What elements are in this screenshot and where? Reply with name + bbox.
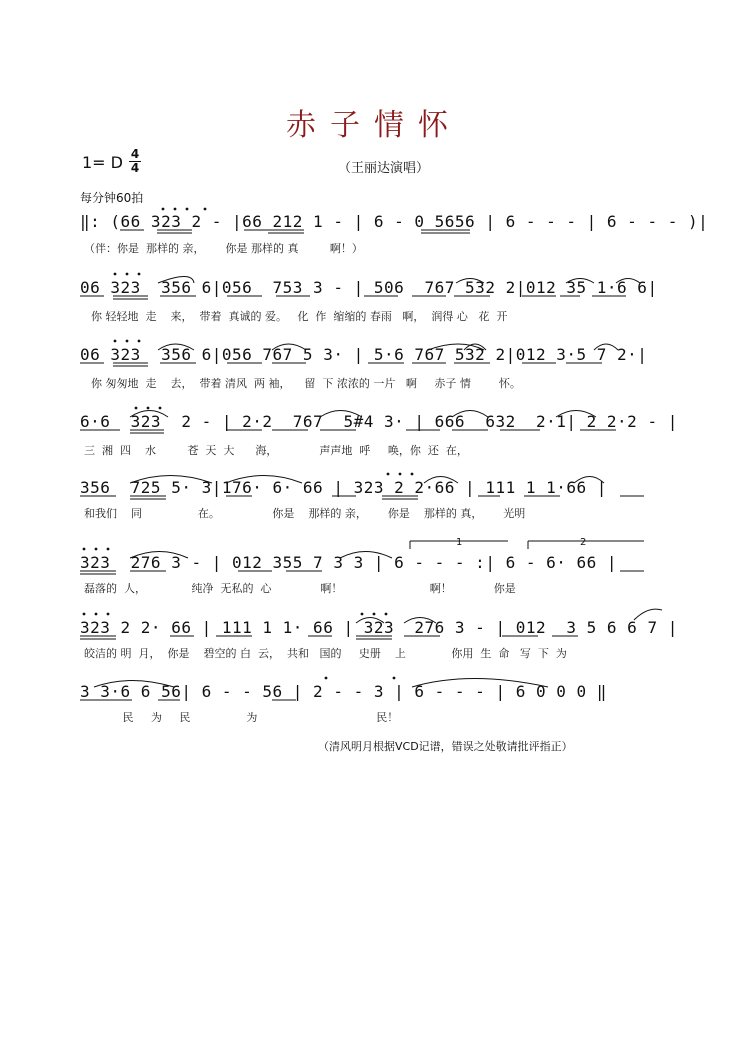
notation-row-8: 3 3·6 6 56| 6 - - 56 | 2 - - 3 | 6 - - - | 6 0 0 0 ‖ bbox=[80, 682, 607, 701]
notation-row-6: 323 276 3 - | 012 355 7 3 3 | 6 - - - :| 6 - 6· 66 | bbox=[80, 553, 618, 572]
volta-second-label: 2 bbox=[580, 537, 587, 548]
lyrics-row-6: 磊落的 人， 纯净 无私的 心 啊！ 啊！ 你是 bbox=[84, 582, 516, 595]
lyrics-row-3: 你 匆匆地 走 去， 带着 清风 两 袖， 留 下 浓浓的 一片 啊 赤子 情 怀。 bbox=[84, 377, 521, 390]
tempo-marking: 每分钟60拍 bbox=[80, 191, 144, 205]
lyrics-row-7: 皎洁的 明 月， 你是 碧空的 白 云， 共和 国的 史册 上 你用 生 命 写 下 为 bbox=[84, 647, 567, 660]
lyrics-row-1: （伴：你是 那样的 亲， 你是 那样的 真 啊！） bbox=[84, 242, 363, 255]
song-title: 赤子情怀 bbox=[286, 108, 462, 143]
notation-row-5: 356 725 5· 3|176· 6· 66 | 323 2 2·66 | 111 1 1·66 | bbox=[80, 478, 607, 497]
meter-top: 4 bbox=[130, 147, 140, 161]
lyrics-row-4: 三 湘 四 水 苍 天 大 海， 声声地 呼 唤，你 还 在， bbox=[84, 444, 468, 457]
notation-row-4: 6·6 323 2 - | 2·2 767 5#4 3· | 666 632 2·1| 2 2·2 - | bbox=[80, 412, 678, 431]
notation-row-3: 06 323 356 6|056 767 5 3· | 5·6 767 532 2|012 3·5 7 2·| bbox=[80, 345, 648, 364]
time-signature bbox=[128, 148, 142, 175]
transcription-note: （清风明月根据VCD记谱，错误之处敬请批评指正） bbox=[318, 740, 573, 753]
notation-row-1: ‖: (66 323 2 - |66 212 1 - | 6 - 0 5656 | 6 - - - | 6 - - - )| bbox=[80, 212, 709, 231]
singer-credit: （王丽达演唱） bbox=[338, 161, 430, 176]
key-signature: 1= D bbox=[82, 153, 123, 172]
lyrics-row-5: 和我们 同 在。 你是 那样的 亲， 你是 那样的 真， 光明 bbox=[84, 507, 526, 520]
lyrics-row-8: 民 为 民 为 民！ bbox=[84, 711, 399, 724]
volta-brackets bbox=[410, 541, 644, 549]
notation-row-7: 323 2 2· 66 | 111 1 1· 66 | 323 276 3 - | 012 3 5 6 6 7 | bbox=[80, 618, 678, 637]
lyrics-row-2: 你 轻轻地 走 来， 带着 真诚的 爱。 化 作 缩缩的 春雨 啊， 润得 心 花 开 bbox=[84, 310, 508, 323]
meter-bottom: 4 bbox=[130, 161, 140, 175]
volta-first-label: 1 bbox=[456, 537, 463, 548]
notation-row-2: 06 323 356 6|056 753 3 - | 506 767 532 2|012 35 1·6 6| bbox=[80, 278, 658, 297]
